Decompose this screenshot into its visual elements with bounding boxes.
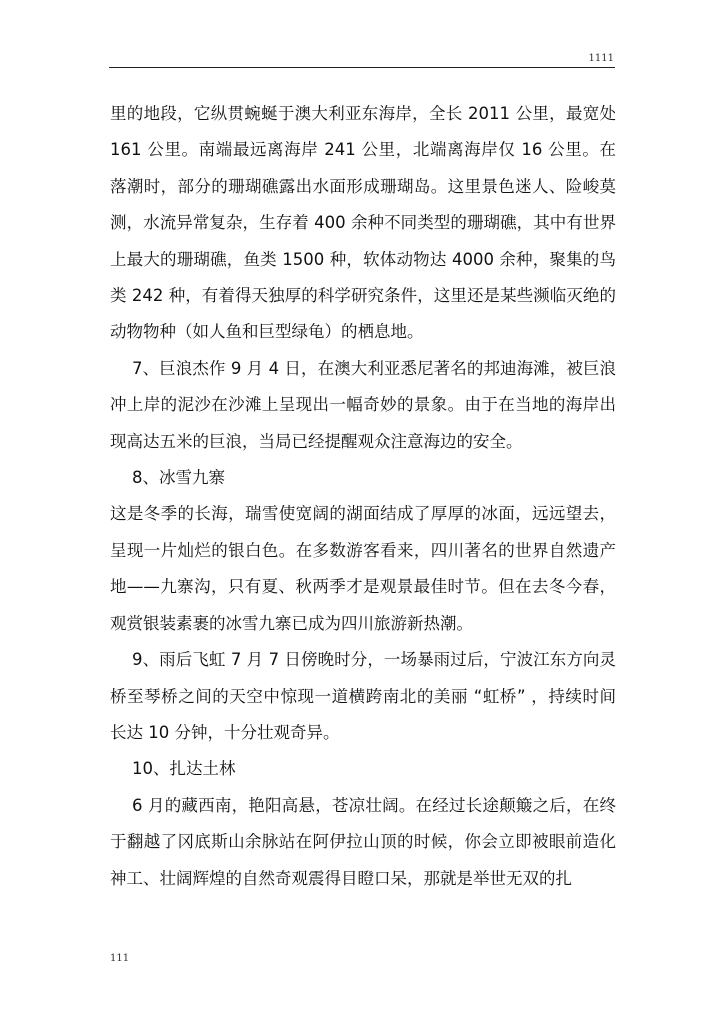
paragraph-zanda-earth-forest: 6 月的藏西南，艳阳高悬，苍凉壮阔。在经过长途颠簸之后，在终于翻越了冈底斯山余脉站在阿伊拉山顶的时候，你会立即被眼前造化神工、壮阔辉煌的自然奇观震得目瞪口呆，那就是举世无双的扎 — [110, 795, 616, 888]
paragraph-rainbow: 9、雨后飞虹 7 月 7 日傍晚时分，一场暴雨过后，宁波江东方向灵桥至琴桥之间的天空中惊现一道横跨南北的美丽 “虹桥” ，持续时间长达 10 分钟，十分壮观奇异。 — [110, 650, 616, 742]
header-divider — [109, 67, 615, 68]
footer-page-number: 111 — [110, 953, 130, 964]
paragraph-giant-wave: 7、巨浪杰作 9 月 4 日，在澳大利亚悉尼著名的邦迪海滩，被巨浪冲上岸的泥沙在沙滩上呈现出一幅奇妙的景象。由于在当地的海岸出现高达五米的巨浪，当局已经提醒观众注意海边的安全。 — [110, 358, 616, 451]
header-page-number: 1111 — [588, 53, 614, 64]
heading-ice-jiuzhai: 8、冰雪九寨 — [132, 468, 225, 488]
heading-zanda-earth-forest: 10、扎达土林 — [132, 759, 236, 779]
paragraph-great-barrier-reef: 里的地段，它纵贯蜿蜒于澳大利亚东海岸，全长 2011 公里，最宽处 161 公里。南端最远离海岸 241 公里，北端离海岸仅 16 公里。在落潮时，部分的珊瑚礁露出水面形成珊瑚岛。这里景色迷人、险峻莫测，水流异常复杂，生存着 400 余种不同类型的珊瑚礁，其中有世界上最大的珊瑚礁，鱼类 1500 种，软体动物达 4000 余种，聚集的鸟类 242 种，有着得天独厚的科学研究条件，这里还是某些濒临灭绝的动物物种（如人鱼和巨型绿龟）的栖息地。 — [110, 104, 616, 342]
paragraph-ice-jiuzhai: 这是冬季的长海，瑞雪使宽阔的湖面结成了厚厚的冰面，远远望去，呈现一片灿烂的银白色。在多数游客看来，四川著名的世界自然遗产地——九寨沟，只有夏、秋两季才是观景最佳时节。但在去冬今春，观赏银装素裹的冰雪九寨已成为四川旅游新热潮。 — [110, 504, 616, 633]
body-text — [110, 96, 616, 897]
